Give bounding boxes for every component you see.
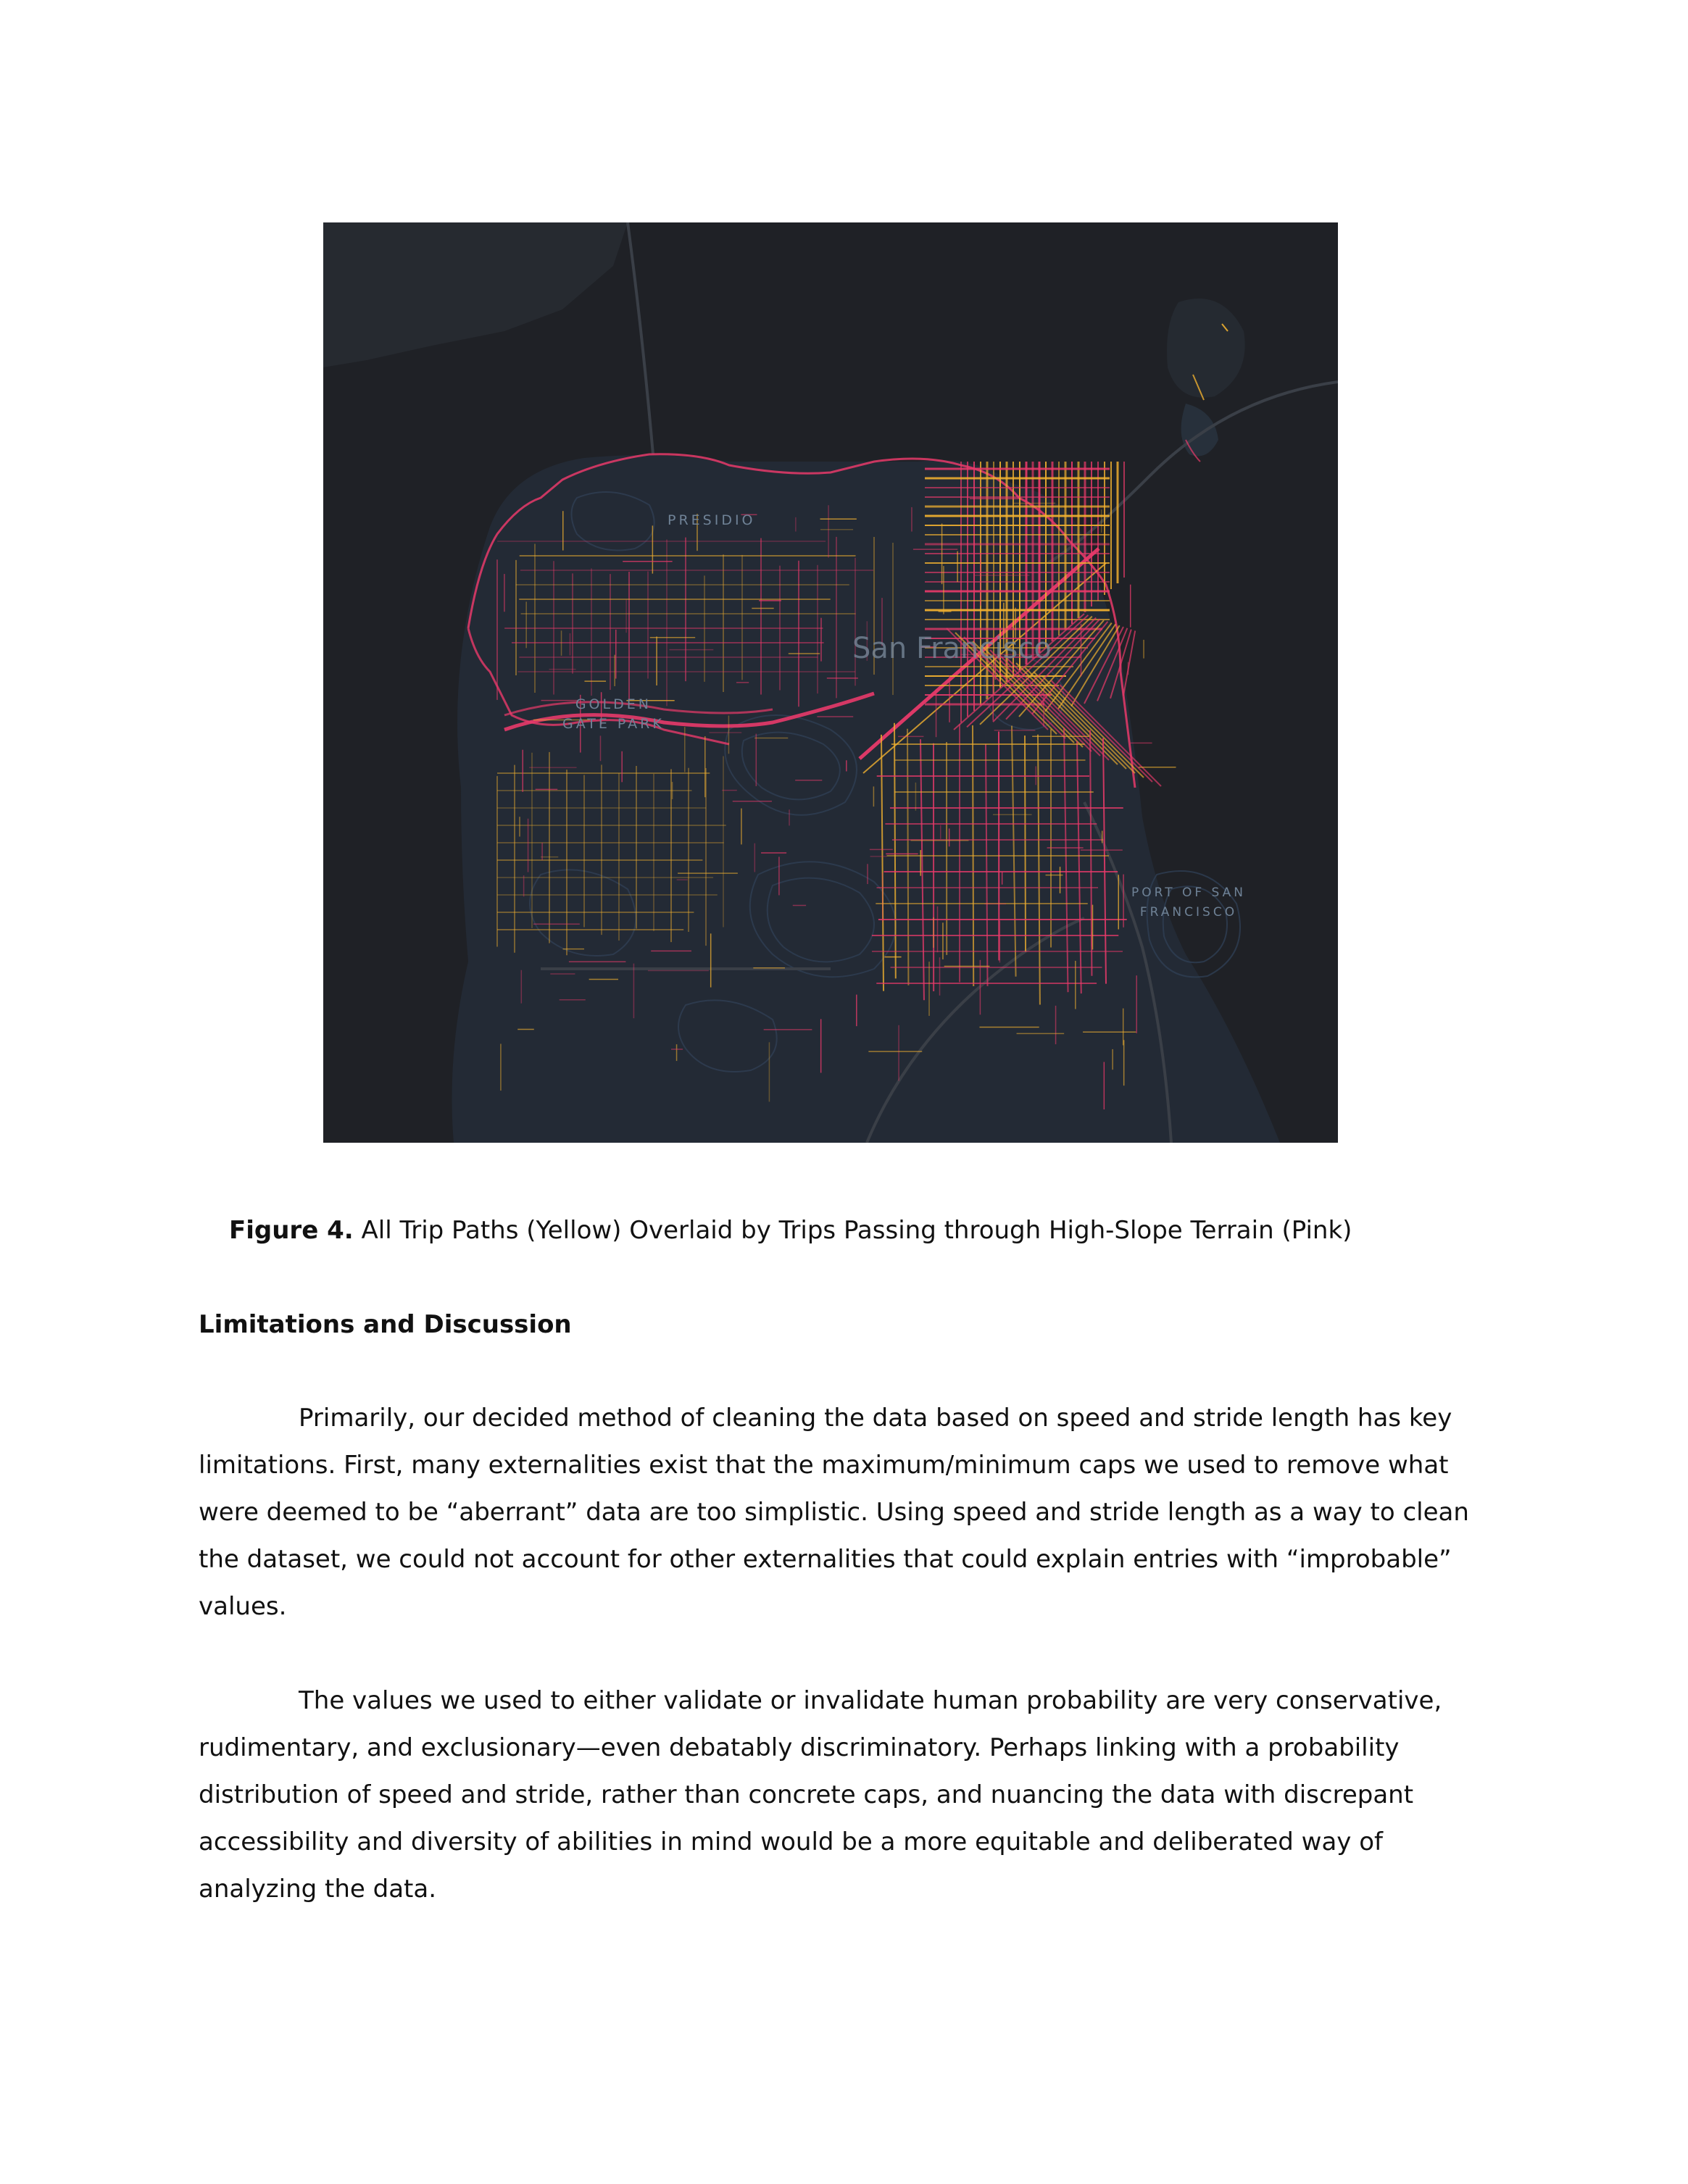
paragraph-line: the dataset, we could not account for other externalities that could explain entries with “improbable”	[199, 1545, 1452, 1574]
map-canvas	[323, 222, 1338, 1143]
trip-paths-map	[323, 222, 1338, 1143]
trip-path	[907, 729, 908, 985]
figure-caption-text: All Trip Paths (Yellow) Overlaid by Trips Passing through High-Slope Terrain (Pink)	[361, 1216, 1352, 1245]
paragraph-1	[199, 1395, 1489, 1630]
paragraph-line: Primarily, our decided method of cleaning the data based on speed and stride length has key	[299, 1404, 1452, 1433]
figure-caption-label: Figure 4.	[229, 1216, 354, 1245]
golden-gate-park-label: GOLDEN GATE PARK	[562, 696, 665, 732]
paragraph-line: The values we used to either validate or invalidate human probability are very conservative,	[299, 1686, 1442, 1715]
section-heading: Limitations and Discussion	[199, 1310, 572, 1339]
paragraph-line: were deemed to be “aberrant” data are too simplistic. Using speed and stride length as a way to clean	[199, 1498, 1469, 1527]
paragraph-line: accessibility and diversity of abilities in mind would be a more equitable and deliberated way of	[199, 1827, 1383, 1856]
figure-caption	[229, 1214, 1352, 1246]
paragraph-2	[199, 1677, 1489, 1913]
paragraph-line: rudimentary, and exclusionary—even debatably discriminatory. Perhaps linking with a probability	[199, 1733, 1400, 1762]
port-label: PORT OF SAN FRANCISCO	[1131, 885, 1247, 920]
paragraph-line: distribution of speed and stride, rather than concrete caps, and nuancing the data with discrepant	[199, 1780, 1414, 1809]
paragraph-line: analyzing the data.	[199, 1875, 437, 1904]
paragraph-line: values.	[199, 1592, 287, 1621]
presidio-label: PRESIDIO	[668, 512, 756, 528]
paragraph-line: limitations. First, many externalities exist that the maximum/minimum caps we used to remove what	[199, 1451, 1449, 1480]
city-label: San Francisco	[852, 632, 1052, 665]
